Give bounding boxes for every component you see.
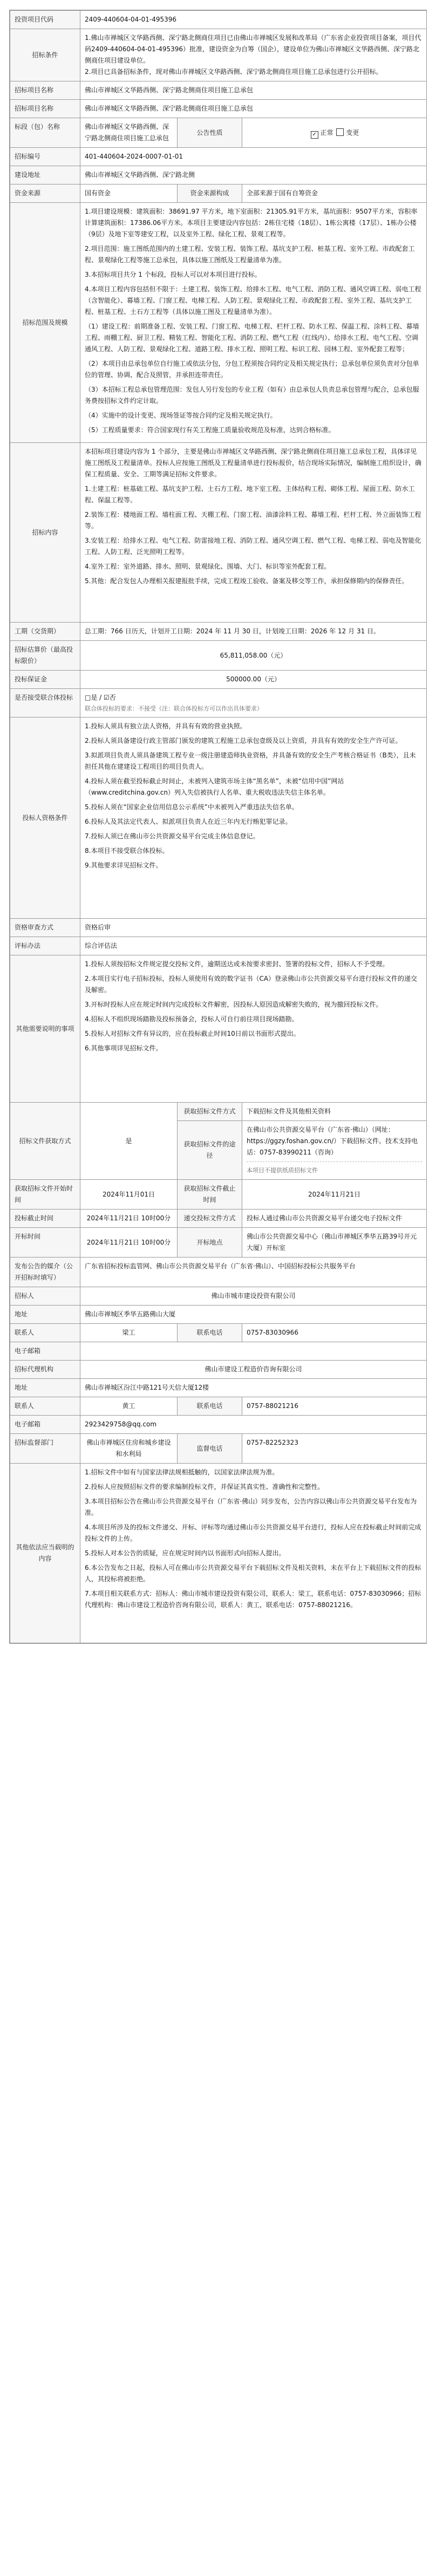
qualification-item: 9.其他要求详见招标文件。 — [85, 862, 162, 870]
get-docs-platform-label: 获取招标文件的途径 — [178, 1121, 242, 1180]
content-paragraph: 5.其他：配合发包人办理相关报建报批手续，完成工程竣工验收、备案及移交等工作，承担保修期内的保修责任。 — [85, 577, 408, 585]
row-conditions — [10, 29, 427, 81]
row-agent-contact — [10, 1397, 427, 1416]
get-docs-label: 招标文件获取方式 — [10, 1103, 80, 1180]
project-name-value: 佛山市禅城区文华路西侧、深宁路北侧商住项目施工总承包 — [80, 81, 427, 100]
publish-label: 发布公告的媒介（公开招标时填写） — [10, 1258, 80, 1287]
agent-phone-value: 0757-88021216 — [242, 1397, 427, 1416]
tenderer-addr-value: 佛山市禅城区季华五路佛山大厦 — [80, 1306, 427, 1324]
fund-source-value: 全部来源于国有自筹资金 — [242, 185, 427, 203]
fund-source-label: 资金来源构成 — [178, 185, 242, 203]
project-code-label: 投资项目代码 — [10, 11, 80, 29]
get-docs-method-label: 获取招标文件方式 — [178, 1103, 242, 1121]
scope-content — [80, 203, 427, 443]
row-evaluation — [10, 919, 427, 937]
content-paragraph: 4.室外工程：室外道路、排水、照明、景观绿化、围墙、大门、标识等室外配套工程。 — [85, 563, 331, 570]
get-docs-note: 本项目不提供纸质招标文件 — [247, 1167, 318, 1174]
agent-addr-label: 地址 — [10, 1379, 80, 1397]
row-tenderer-addr — [10, 1306, 427, 1324]
tenderer-name: 佛山市城市建设投资有限公司 — [80, 1287, 427, 1306]
scope-paragraph: （5）工程质量要求：符合国家现行有关工程施工质量验收规范及标准，达到合格标准。 — [85, 426, 335, 434]
row-tenderer — [10, 1287, 427, 1306]
row-estimate — [10, 641, 427, 671]
get-docs-platform-content — [242, 1121, 427, 1180]
agent-contact-label: 联系人 — [10, 1397, 80, 1416]
period-value: 总工期：766 日历天，计划开工日期：2024 年 11 月 30 日，计划竣工日期：2026 年 12 月 31 日。 — [80, 623, 427, 641]
section-label: 标段（包）名称 — [10, 118, 80, 148]
tenderer-contact-value: 梁工 — [80, 1324, 178, 1342]
doc-end-label: 获取招标文件截止时间 — [178, 1180, 242, 1210]
scope-paragraph: （2）本项目由总承包单位自行施工或依法分包，分包工程须按合同约定及相关规定执行；总承包单位须负责对分包单位的管理、协调、配合及照管，并承担连带责任。 — [85, 360, 419, 379]
doc-start-label: 获取招标文件开始时间 — [10, 1180, 80, 1210]
row-supervise — [10, 1434, 427, 1464]
period-label: 工期（交货期） — [10, 623, 80, 641]
section-value: 佛山市禅城区文华路西侧、深宁路北侧商住项目施工总承包 — [80, 118, 178, 148]
fund-value: 国有资金 — [80, 185, 178, 203]
row-agent — [10, 1361, 427, 1379]
notice-type-change-label: 变更 — [346, 128, 359, 136]
tender-no-value: 401-440604-2024-0007-01-01 — [80, 148, 427, 166]
estimate-label: 招标估算价（最高投标限价） — [10, 641, 80, 671]
deposit-label: 投标保证金 — [10, 671, 80, 689]
location-value: 佛山市禅城区文华路西侧、深宁路北侧 — [80, 166, 427, 185]
remarks-item: 5.投标人对本公告的质疑，应在规定时间内以书面形式向招标人提出。 — [85, 1549, 285, 1557]
tenderer-addr-label: 地址 — [10, 1306, 80, 1324]
estimate-value: 65,811,058.00（元） — [80, 641, 427, 671]
row-period — [10, 623, 427, 641]
row-agent-addr — [10, 1379, 427, 1397]
get-docs-method-value: 下载招标文件及其他相关资料 — [242, 1103, 427, 1121]
open-place-value: 佛山市公共资源交易中心（佛山市禅城区季华五路39号开元大厦）开标室 — [242, 1228, 427, 1258]
row-qualification — [10, 718, 427, 919]
agent-email-label: 电子邮箱 — [10, 1416, 80, 1434]
remarks-item: 2.投标人应按照招标文件的要求编制投标文件，并保证其真实性、准确性和完整性。 — [85, 1483, 324, 1491]
row-tenderer-contact — [10, 1324, 427, 1342]
other-req-item: 1.投标人须按招标文件规定提交投标文件，逾期送达或未按要求密封、签署的投标文件，招标人不予受理。 — [85, 960, 389, 968]
remarks-item: 1.招标文件中如有与国家法律法规相抵触的，以国家法律法规为准。 — [85, 1468, 279, 1477]
row-agent-email — [10, 1416, 427, 1434]
remarks-item: 3.本项目招标公告在佛山市公共资源交易平台（广东省·佛山）同步发布，公告内容以佛山市公共资源交易平台发布为准。 — [85, 1498, 417, 1517]
qualification-item: 7.投标人须已在佛山市公共资源交易平台完成主体信息登记。 — [85, 832, 260, 841]
scope-paragraph: 3.本招标项目共分 1 个标段，投标人可以对本项目进行投标。 — [85, 271, 261, 278]
scope-label: 招标范围及规模 — [10, 203, 80, 443]
deposit-value: 500000.00（元） — [80, 671, 427, 689]
row-joint — [10, 689, 427, 718]
contract-name-value: 佛山市禅城区文华路西侧、深宁路北侧商住项目施工总承包 — [80, 100, 427, 118]
other-req-item: 4.招标人不组织现场踏勘及投标预备会，投标人可自行前往项目现场踏勘。 — [85, 1015, 298, 1023]
row-other-req — [10, 955, 427, 1103]
notice-type-options — [242, 118, 427, 148]
tenderer-phone-label: 联系电话 — [178, 1324, 242, 1342]
qualification-item: 4.投标人须在截至投标截止时间止，未被列入建筑市场主体“黑名单”，未被“信用中国”网站（www.creditchina.gov.cn）列入失信被执行人名单、重大税收违法失信主体名单。 — [85, 777, 344, 797]
other-req-item: 5.投标人对招标文件有异议的，应在投标截止时间10日前以书面形式提出。 — [85, 1030, 300, 1038]
tenderer-label: 招标人 — [10, 1287, 80, 1306]
remarks-item: 7.本项目相关联系方式：招标人：佛山市城市建设投资有限公司，联系人：梁工，联系电话：0757-83030966；招标代理机构：佛山市建设工程造价咨询有限公司，联系人：黄工，联系电话：0757-88021216。 — [85, 1590, 421, 1609]
tenderer-email-label: 电子邮箱 — [10, 1342, 80, 1361]
supervise-phone-value: 0757-82252323 — [242, 1434, 427, 1464]
publish-value: 广东省招标投标监管网、佛山市公共资源交易平台（广东省·佛山）、中国招标投标公共服务平台 — [80, 1258, 427, 1287]
tenderer-contact-label: 联系人 — [10, 1324, 80, 1342]
scope-paragraph: 4.本项目工程内容包括但不限于：土建工程、装饰工程、给排水工程、电气工程、消防工程、通风空调工程、弱电工程（含智能化）、幕墙工程、门窗工程、电梯工程、人防工程、景观绿化工程、市政配套工程、室外工程、基坑支护工程、桩基工程、土石方工程等（具体以施工图及工程量清单为准）。 — [85, 285, 421, 316]
row-location — [10, 166, 427, 185]
scope-paragraph: （3）本招标工程总承包管理范围：发包人另行发包的专业工程（如有）由总承包人负责总承包管理与配合，总承包服务费按招标文件约定计取。 — [85, 386, 419, 405]
tender-no-label: 招标编号 — [10, 148, 80, 166]
other-req-content — [80, 955, 427, 1103]
conditions-label: 招标条件 — [10, 29, 80, 81]
content-label: 招标内容 — [10, 443, 80, 623]
content-content — [80, 443, 427, 623]
qualification-item: 2.投标人须具备建设行政主管部门颁发的建筑工程施工总承包壹级及以上资质，并具有有效的安全生产许可证。 — [85, 737, 402, 745]
content-paragraph: 1.土建工程：桩基础工程、基坑支护工程、土石方工程、地下室工程、主体结构工程、砌体工程、屋面工程、防水工程、保温工程等。 — [85, 485, 415, 504]
row-project-code — [10, 11, 427, 29]
agent-contact-value: 黄工 — [80, 1397, 178, 1416]
review-value: 综合评估法 — [80, 937, 427, 955]
bid-place-value: 投标人通过佛山市公共资源交易平台递交电子投标文件 — [242, 1210, 427, 1228]
remarks-content — [80, 1464, 427, 1643]
qualification-item: 5.投标人须在“国家企业信用信息公示系统”中未被列入严重违法失信名单。 — [85, 803, 298, 811]
evaluation-label: 资格审查方式 — [10, 919, 80, 937]
tender-notice — [9, 10, 427, 1644]
scope-paragraph: 1.项目建设规模：建筑面积：38691.97 平方米，地下室面积：21305.91平方米，基坑面积：9507平方米，容积率计算建筑面积：17386.06平方米。本项目主要建设内容包括：2栋住宅楼（18层）、1栋公寓楼（17层）、1栋办公楼（9层）及地下室等建安工程，以及室外工程、绿化工程、景观工程等。 — [85, 208, 418, 238]
bid-end-value: 2024年11月21日 10时00分 — [80, 1210, 178, 1228]
agent-name: 佛山市建设工程造价咨询有限公司 — [80, 1361, 427, 1379]
review-label: 评标办法 — [10, 937, 80, 955]
joint-note: 联合体投标的要求：不接受（注：联合体投标方可以作出具体要求） — [85, 705, 263, 712]
project-code-value: 2409-440604-04-01-495396 — [80, 11, 427, 29]
divider — [247, 1161, 422, 1162]
agent-label: 招标代理机构 — [10, 1361, 80, 1379]
row-project-name — [10, 81, 427, 100]
bid-place-label: 递交投标文件方式 — [178, 1210, 242, 1228]
qualification-content — [80, 718, 427, 919]
row-doc-time — [10, 1180, 427, 1210]
other-req-item: 2.本项目实行电子招标投标，投标人须使用有效的数字证书（CA）登录佛山市公共资源交易平台进行投标文件的递交及解密。 — [85, 975, 418, 994]
get-docs-platform-value: 在佛山市公共资源交易平台（广东省·佛山）（网址：https://ggzy.foshan.gov.cn/）下载招标文件。技术支持电话：0757-83990211（咨询） — [247, 1126, 418, 1157]
qualification-item: 1.投标人须具有独立法人资格，并具有有效的营业执照。 — [85, 722, 247, 730]
evaluation-value: 资格后审 — [80, 919, 427, 937]
conditions-text: 1.佛山市禅城区文华路西侧、深宁路北侧商住项目已由佛山市禅城区发展和改革局（广东省企业投资项目备案，项目代码2409-440604-04-01-495396）批准，建设资金为自筹（国企），建设单位为佛山市禅城区文华路西侧、深宁路北侧商住项目建设单位。 2.项目已具备招标条件，现对佛山市禅城区文华路西侧、深宁路北侧商住项目施工总承包进行公开招标。 — [80, 29, 427, 81]
qualification-item: 8.本项目不接受联合体投标。 — [85, 847, 169, 855]
other-req-item: 6.其他事项详见招标文件。 — [85, 1044, 162, 1053]
qualification-item: 3.拟派项目负责人须具备建筑工程专业一级注册建造师执业资格，并具备有效的安全生产考核合格证书（B类），且未担任其他在建建设工程项目的项目负责人。 — [85, 751, 416, 771]
doc-start-value: 2024年11月01日 — [80, 1180, 178, 1210]
supervise-name: 佛山市禅城区住房和城乡建设和水利局 — [80, 1434, 178, 1464]
remarks-item: 6.本公告发布之日起，投标人可在佛山市公共资源交易平台下载招标文件及相关资料，未在平台上下载招标文件的投标人，其投标将被拒绝。 — [85, 1564, 421, 1583]
open-value: 2024年11月21日 10时00分 — [80, 1228, 178, 1258]
open-label: 开标时间 — [10, 1228, 80, 1258]
agent-phone-label: 联系电话 — [178, 1397, 242, 1416]
remarks-item: 4.本项目所涉及的投标文件递交、开标、评标等均通过佛山市公共资源交易平台进行，投标人应在投标截止时间前完成投标文件的上传。 — [85, 1523, 421, 1543]
supervise-label: 招标监督部门 — [10, 1434, 80, 1464]
row-deposit — [10, 671, 427, 689]
open-place-label: 开标地点 — [178, 1228, 242, 1258]
row-review — [10, 937, 427, 955]
qualification-label: 投标人资格条件 — [10, 718, 80, 919]
row-publish — [10, 1258, 427, 1287]
agent-email-value[interactable]: 2923429758@qq.com — [80, 1416, 427, 1434]
remarks-label: 其他依法应当载明的内容 — [10, 1464, 80, 1643]
supervise-phone-label: 监督电话 — [178, 1434, 242, 1464]
content-paragraph: 2.装饰工程：楼地面工程、墙柱面工程、天棚工程、门窗工程、油漆涂料工程、幕墙工程、栏杆工程、外立面装饰工程等。 — [85, 511, 421, 530]
location-label: 建设地址 — [10, 166, 80, 185]
bid-end-label: 投标截止时间 — [10, 1210, 80, 1228]
notice-type-new-checkbox[interactable]: ✓ — [311, 131, 318, 139]
joint-content — [80, 689, 427, 718]
content-paragraph: 本招标项目建设内容为 1 个部分，主要是佛山市禅城区文华路西侧、深宁路北侧商住项目施工总承包工程，具体详见施工图纸及工程量清单。投标人应按施工图纸及工程量清单进行投标报价，结合现场实际情况，编制施工组织设计，确保工程质量、安全、工期等满足招标文件要求。 — [85, 448, 422, 478]
other-req-label: 其他需要说明的事项 — [10, 955, 80, 1103]
notice-type-label: 公告性质 — [178, 118, 242, 148]
scope-paragraph: 2.项目范围：施工图纸范围内的土建工程、安装工程、装饰工程、基坑支护工程、桩基工程、室外工程、市政配套工程、景观绿化工程等施工总承包，具体以施工图纸及工程量清单为准。 — [85, 245, 415, 264]
contract-name-label: 招标项目名称 — [10, 100, 80, 118]
tenderer-phone-value: 0757-83030966 — [242, 1324, 427, 1342]
project-name-label: 招标项目名称 — [10, 81, 80, 100]
fund-label: 资金来源 — [10, 185, 80, 203]
notice-type-new-label: 正常 — [320, 128, 333, 136]
joint-label: 是否接受联合体投标 — [10, 689, 80, 718]
tenderer-email-value — [80, 1342, 427, 1361]
agent-addr-value: 佛山市禅城区汾江中路121号天信大厦12楼 — [80, 1379, 427, 1397]
row-content — [10, 443, 427, 623]
row-get-docs — [10, 1103, 427, 1121]
row-fund — [10, 185, 427, 203]
row-section — [10, 118, 427, 148]
tender-notice-table — [10, 10, 427, 1643]
row-open — [10, 1228, 427, 1258]
row-tenderer-email — [10, 1342, 427, 1361]
scope-paragraph: （1）建设工程：前期准备工程、安装工程、门窗工程、电梯工程、栏杆工程、防水工程、保温工程、涂料工程、幕墙工程、雨棚工程、厨卫工程、精装工程、智能化工程、消防工程、燃气工程（红线内）、给排水工程、电气工程、空调通风工程、人防工程、景观绿化工程、道路工程、排水工程、照明工程、标识工程、园林工程、室外配套工程等； — [85, 323, 419, 353]
joint-value: □是 / ☑否 — [85, 694, 116, 701]
scope-paragraph: （4）实施中的设计变更、现场签证等按合同约定及相关规定执行。 — [85, 412, 277, 419]
row-remarks — [10, 1464, 427, 1643]
qualification-item: 6.投标人及其法定代表人、拟派项目负责人在近三年内无行贿犯罪记录。 — [85, 818, 292, 826]
other-req-item: 3.开标时投标人应在规定时间内完成投标文件解密，因投标人原因造成解密失败的，视为撤回投标文件。 — [85, 1001, 383, 1009]
doc-end-value: 2024年11月21日 — [242, 1180, 427, 1210]
notice-type-change-checkbox[interactable] — [336, 128, 344, 136]
get-docs-online: 是 — [80, 1103, 178, 1180]
content-paragraph: 3.安装工程：给排水工程、电气工程、防雷接地工程、消防工程、通风空调工程、燃气工程、电梯工程、弱电及智能化工程、人防工程、泛光照明工程等。 — [85, 537, 421, 556]
row-contract-name — [10, 100, 427, 118]
row-scope — [10, 203, 427, 443]
row-tender-no — [10, 148, 427, 166]
row-bid-end — [10, 1210, 427, 1228]
